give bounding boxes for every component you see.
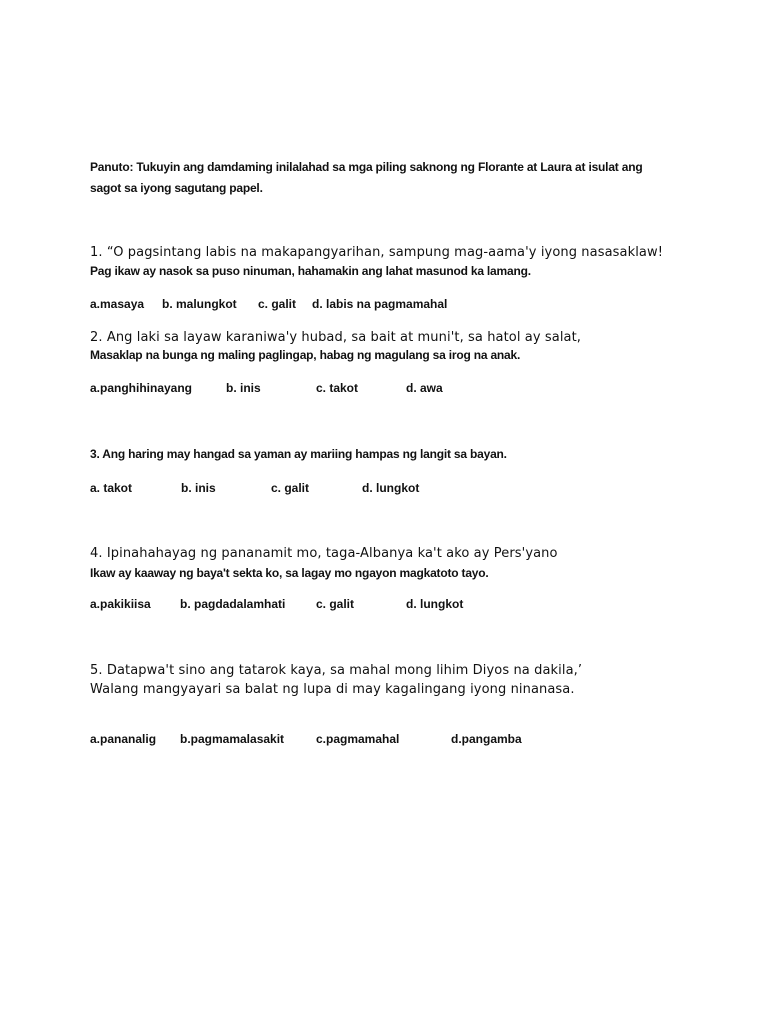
choice-b: b. inis xyxy=(226,381,261,395)
choice-a: a.panghihinayang xyxy=(90,381,193,395)
question-1-line-1: 1. “O pagsintang labis na makapangyarihan, sampung mag-aama'y iyong nasasaklaw! xyxy=(90,245,664,260)
choice-c: c. galit xyxy=(271,481,310,495)
choice-b: b. pagdadalamhati xyxy=(180,597,286,611)
instructions-line-2: sagot sa iyong sagutang papel. xyxy=(90,181,263,195)
question-4-line-1: 4. Ipinahahayag ng pananamit mo, taga-Albanya ka't ako ay Pers'yano xyxy=(90,546,558,561)
question-5-line-1: 5. Datapwa't sino ang tatarok kaya, sa mahal mong lihim Diyos na dakila,’ xyxy=(90,663,583,678)
choice-d: d.pangamba xyxy=(451,732,522,746)
question-4-line-2: Ikaw ay kaaway ng baya't sekta ko, sa lagay mo ngayon magkatoto tayo. xyxy=(90,566,489,580)
choice-c: c. galit xyxy=(258,297,297,311)
choice-a: a. takot xyxy=(90,481,133,495)
choice-b: b. malungkot xyxy=(162,297,237,311)
choice-c: c.pagmamahal xyxy=(316,732,400,746)
choice-d: d. labis na pagmamahal xyxy=(312,297,448,311)
choice-c: c. takot xyxy=(316,381,359,395)
question-5-line-2: Walang mangyayari sa balat ng lupa di may kagalingang iyong ninanasa. xyxy=(90,682,575,697)
question-3-line-1: 3. Ang haring may hangad sa yaman ay mariing hampas ng langit sa bayan. xyxy=(90,447,507,461)
choice-d: d. lungkot xyxy=(362,481,420,495)
question-2-line-2: Masaklap na bunga ng maling paglingap, habag ng magulang sa irog na anak. xyxy=(90,348,521,362)
choice-d: d. awa xyxy=(406,381,443,395)
question-1-line-2: Pag ikaw ay nasok sa puso ninuman, hahamakin ang lahat masunod ka lamang. xyxy=(90,264,531,278)
choice-d: d. lungkot xyxy=(406,597,464,611)
choice-a: a.pakikiisa xyxy=(90,597,151,611)
choice-a: a.masaya xyxy=(90,297,145,311)
instructions-line-1: Panuto: Tukuyin ang damdaming inilalahad sa mga piling saknong ng Florante at Laura at isulat ang xyxy=(90,160,643,174)
choice-a: a.pananalig xyxy=(90,732,157,746)
choice-b: b.pagmamalasakit xyxy=(180,732,285,746)
choice-b: b. inis xyxy=(181,481,216,495)
choice-c: c. galit xyxy=(316,597,355,611)
question-2-line-1: 2. Ang laki sa layaw karaniwa'y hubad, sa bait at muni't, sa hatol ay salat, xyxy=(90,330,582,345)
